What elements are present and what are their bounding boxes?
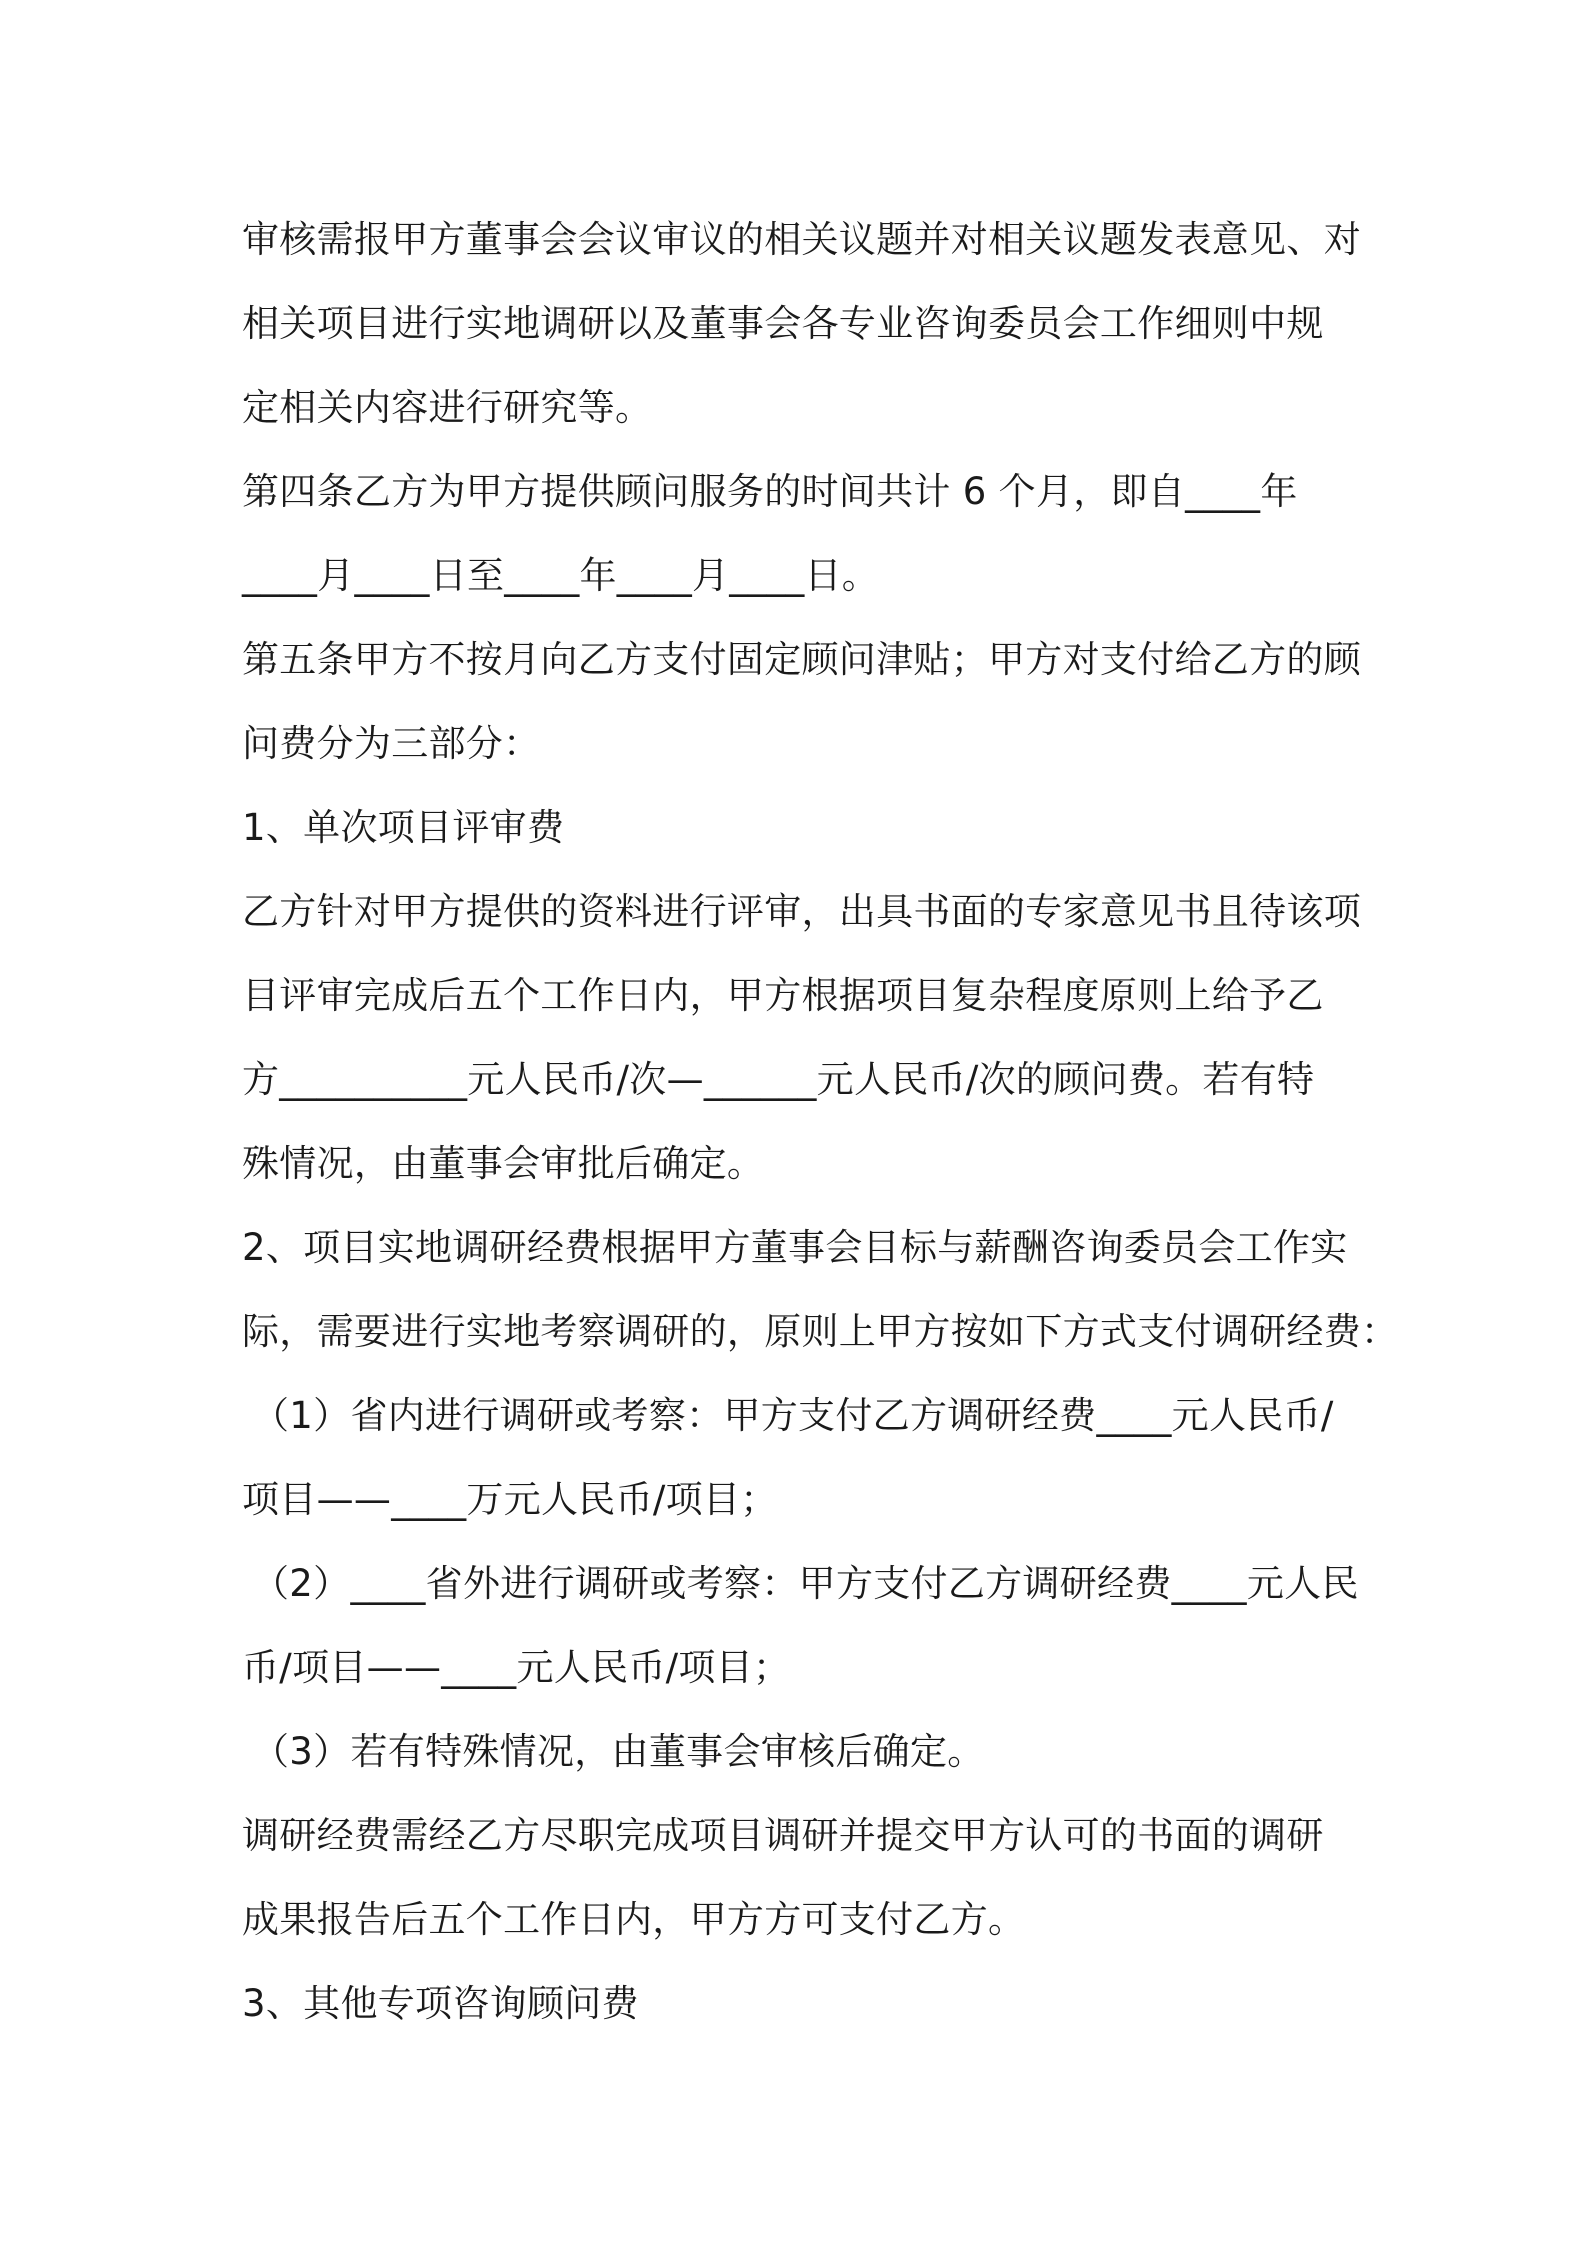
text-line: 审核需报甲方董事会会议审议的相关议题并对相关议题发表意见、对 (242, 218, 1361, 261)
list-item-3: （3）若有特殊情况，由董事会审核后确定。 (252, 1730, 985, 1773)
list-item-2: （2）____省外进行调研或考察：甲方支付乙方调研经费____元人民 (252, 1562, 1359, 1605)
text-line: 定相关内容进行研究等。 (242, 386, 653, 429)
text-line: ____月____日至____年____月____日。 (242, 554, 880, 597)
clause-five-line: 第五条甲方不按月向乙方支付固定顾问津贴；甲方对支付给乙方的顾 (242, 638, 1361, 681)
section-heading-1: 1、单次项目评审费 (242, 806, 565, 849)
text-line: 币/项目——____元人民币/项目； (242, 1646, 791, 1689)
text-line: 调研经费需经乙方尽职完成项目调研并提交甲方认可的书面的调研 (242, 1814, 1324, 1857)
text-line: 方__________元人民币/次—______元人民币/次的顾问费。若有特 (242, 1058, 1315, 1101)
section-heading-3: 3、其他专项咨询顾问费 (242, 1982, 639, 2025)
text-line: 相关项目进行实地调研以及董事会各专业咨询委员会工作细则中规 (242, 302, 1324, 345)
text-line: 成果报告后五个工作日内，甲方方可支付乙方。 (242, 1898, 1026, 1941)
text-line: 目评审完成后五个工作日内，甲方根据项目复杂程度原则上给予乙 (242, 974, 1324, 1017)
section-heading-2: 2、项目实地调研经费根据甲方董事会目标与薪酬咨询委员会工作实 (242, 1226, 1348, 1269)
text-line: 际，需要进行实地考察调研的，原则上甲方按如下方式支付调研经费： (242, 1310, 1399, 1353)
document-body (242, 198, 1399, 2046)
text-line: 殊情况，由董事会审批后确定。 (242, 1142, 765, 1185)
text-line: 乙方针对甲方提供的资料进行评审，出具书面的专家意见书且待该项 (242, 890, 1361, 933)
list-item-1: （1）省内进行调研或考察：甲方支付乙方调研经费____元人民币/ (252, 1394, 1334, 1437)
text-line: 问费分为三部分： (242, 722, 541, 765)
clause-four-line: 第四条乙方为甲方提供顾问服务的时间共计 6 个月，即自____年 (242, 470, 1298, 513)
text-line: 项目——____万元人民币/项目； (242, 1478, 778, 1521)
